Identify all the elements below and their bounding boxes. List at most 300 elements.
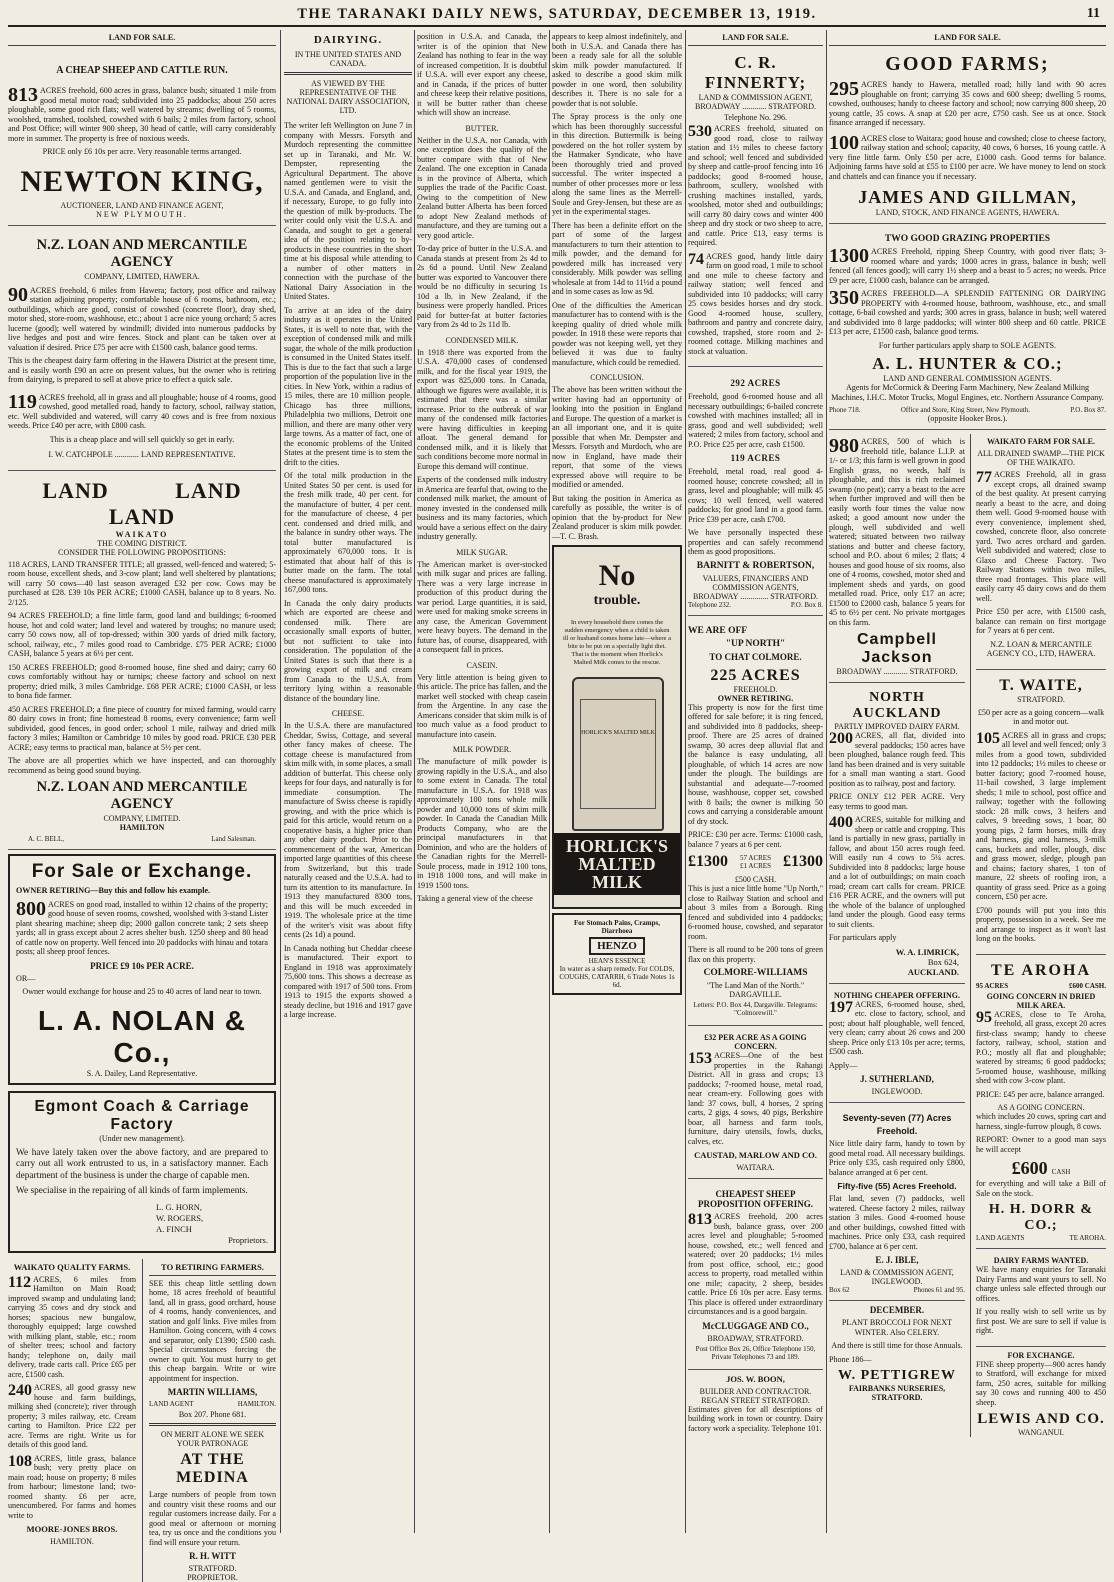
cash-required: £500 CASH.: [688, 875, 823, 884]
column-rule: [280, 30, 281, 1533]
acreage-number: 200: [829, 731, 853, 746]
ad-pettigrew: [829, 1305, 965, 1402]
medina-lead: ON MERIT ALONE WE SEEK YOUR PATRONAGE: [149, 1430, 276, 1448]
agent-name: J. SUTHERLAND,: [829, 1074, 965, 1084]
builder-title: BUILDER AND CONTRACTOR.: [688, 1387, 823, 1396]
agent-box: Box 624,: [829, 957, 965, 967]
ad-price: PRICE: £30 per acre. Terms: £1000 cash, balance 7 years at 6 per cent.: [688, 830, 823, 849]
article-paragraph: To-day price of butter in the U.S.A. and Canada stands at present from 2s 4d to 2s 6d a pound. Until New Zealand butter was exported to Vancouver there would be no difficulty in securing 1s 10d a lb. in New Zealand, if the business were properly handled. Prices paid for butter-fat at butter factories vary from 2s 4d to 2s 11d lb.: [417, 244, 547, 330]
ad-waikato-land: [8, 475, 276, 851]
column-1: [8, 32, 276, 1533]
ad-heading: CHEAPEST SHEEP PROPOSITION OFFERING.: [688, 1189, 823, 1209]
ad-text: There is all round to be 200 tons of green flax on this property.: [688, 945, 823, 964]
price-large: £600: [1012, 1158, 1048, 1178]
article-paragraph: There has been a definite effort on the part of some of the largest manufacturers to turn their attention to milk powder, and the demand for powdered milk has increased very considerably. Milk powder was selling wholesale at from 14d to 11½d a pound and in some cases as low as 9d.: [552, 221, 682, 297]
article-paragraph: The manufacture of milk powder is growing rapidly in the U.S.A., and also to some extent in Canada. The total manufacture in U.S.A. for 1918 was approximately 100 tons whole milk powder and 10,000 tons of skim milk powder. In Canada the Canadian Milk Products Company, who are the principal manufacturers in that Dominion, and who are the holders of the Canadian rights for the Merrell-Soule process, made in 1912 100 tons, in 1918 1000 tons, and will make in 1919 1500 tons.: [417, 757, 547, 890]
agent-town: WAITARA.: [688, 1163, 823, 1172]
acreage-number: 350: [829, 289, 859, 307]
ad-heading: TO RETIRING FARMERS.: [149, 1262, 276, 1276]
acreage-number: 813: [8, 86, 38, 104]
acreage-number: 295: [829, 80, 859, 98]
agent-name: BARNITT & ROBERTSON,: [688, 561, 823, 571]
article-subhead: CHEESE.: [284, 709, 412, 718]
ad-note: The above are all properties which we have inspected, and can thoroughly recommend as being good sound buying.: [8, 756, 276, 775]
ad-text: ACRES all in grass and crops; all level and well fenced; only 3 miles from a good town, subdivided into 12 paddocks; 1½ miles to cheese or butter factory; good 7-roomed house, 11-bail cowshed, 3 large implement sheds; 1 mile to school, post office and railway; together with the following stock: 28 milk cows, 3 heifers and calves, 9 breeding sows, 1 boar, 80 young pigs, 2 farm horses, milk dray and harness, gig and harness, 3-milk cans, buckets and roller, plough, disc and grass mower, sledge, plough pan and chains; factory shares, 1 ton of manure, 22 sheets of roofing iron, a quantity of grass seed. Price as a going concern, £50 per acre.: [976, 731, 1106, 902]
agent-contact: Post Office Box 26, Office Telephone 150, Private Telephones 73 and 189.: [688, 1345, 823, 1361]
agent-address: BROADWAY ............ STRATFORD.: [829, 667, 965, 676]
agency-subtitle: COMPANY, LIMITED.: [8, 814, 276, 823]
page-number: 11: [1087, 6, 1100, 22]
acreage-number: 530: [688, 124, 712, 139]
ad-text: We have personally inspected these properties and can safely recommend them as good propositions.: [688, 528, 823, 557]
property-listing: 94 ACRES FREEHOLD; a fine little farm, good land and buildings; 6-roomed house, hot and cold water; land level and watered by troughs; no manure used; carry 50 cows now, all of top-dressed; within 300 yards of dried milk factory, school, railway, etc., 7 miles good road to Cambridge. £75 PER ACRE; £1000 CASH, balance 5 years at 6½ per cent.: [8, 611, 276, 659]
article-paragraph: Very little attention is being given to this article. The price has fallen, and the market well stocked with cheap casein from the Argentine. In any case the Americans consider that skim milk is of too much value as a food product to manufacture into casein.: [417, 673, 547, 740]
agent-subtitle: LAND, STOCK, AND FINANCE AGENTS, HAWERA.: [829, 208, 1106, 217]
article-paragraph: Neither in the U.S.A. nor Canada, with one exception does the quality of the butter compare with that of New Zealand. The one exception in Canada is in the province of Alberta, which supplies the trade of the Pacific Coast. Owing to the competition of New Zealand butter Alberta has been forced to adopt New Zealand methods of manufacture, and they are turning out a very good article.: [417, 136, 547, 241]
article-paragraph: Of the total milk production in the United States 50 per cent. is used for the fresh milk trade, 40 per cent. for the manufacture of butter, 4 per cent. for the manufacture of cheese, 4 per cent. condensed and dried milk, and the balance in sundry other ways. The total butter manufactured is approximately 670,000 tons. It is estimated that about half of this is butter made on the farm. The total cheese manufactured is approximately 167,000 tons.: [284, 471, 412, 595]
ad-text: ACRES Freehold, ripping Sheep Country, with good river flats; 3-roomed whare and yards; 1000 acres in grass, balance in bush; well fenced (all fences good); will carry 1½ sheep and a beast to 5 acres; no weeds. Price £9 per acre, £1000 cash, balance can be arranged.: [829, 247, 1106, 285]
agency-subtitle: COMPANY, LIMITED, HAWERA.: [8, 272, 276, 281]
horlicks-headline-2: trouble.: [554, 593, 680, 609]
ad-text: ACRES, little grass, balance bush; very pretty place on main road; house on property; 8 miles from harbour; limestone land; two-roomed shanty. £6 per acre, unencumbered. For farms and homes write to: [8, 1454, 136, 1520]
ad-lead-2: "UP NORTH": [688, 639, 823, 649]
ad-price: Price £50 per acre, with £1500 cash, balance can remain on first mortgage for 7 years at 6 per cent.: [976, 607, 1106, 636]
ad-heading: GOOD FARMS;: [829, 53, 1106, 76]
ad-newton-king: [8, 50, 276, 226]
ad-text: Freehold, good 6-roomed house and all necessary outbuildings; 6-bailed concrete cowshed with machines installed; all in grass, good and well subdivided; well watered; 2 miles from factory, school and P.O. Price £25 per acre, cash £1500.: [688, 392, 823, 449]
ad-text: ACRES FREEHOLD—A SPLENDID FATTENING OR DAIRYING PROPERTY with 4-roomed house, bathroom, washhouse, etc., and small cottage, 6-bail cowshed and yards; 300 acres in grass, balance in bush; well watered and subdivided into 8 large paddocks; will winter 800 sheep and 60 cattle. PRICE £13 per acre, £1500 cash, balance good terms.: [829, 289, 1106, 336]
ad-for-sale-exchange: [8, 854, 276, 1085]
article-subhead: BUTTER.: [417, 124, 547, 133]
ad-lead: OWNER RETIRING—Buy this and follow his example.: [16, 886, 268, 896]
article-title: DAIRYING.: [284, 34, 412, 46]
henzo-logo: HENZO: [589, 937, 645, 955]
price-large: £1300: [688, 853, 728, 871]
agent-name: E. J. IBLE,: [829, 1255, 965, 1265]
ad-text: WE have many enquiries for Taranaki Dairy Farms and want yours to sell. No charge unless sale effected through our offices.: [976, 1265, 1106, 1303]
agent-name: A. L. HUNTER & CO.;: [829, 354, 1106, 374]
ad-note: This is a cheap place and will sell quickly so get in early.: [8, 435, 276, 445]
property-listing: 150 ACRES FREEHOLD; good 8-roomed house, fine shed and dairy; carry 60 cows comfortably without hay or turnips; cheese factory and school on next property; dried milk, 3 miles Cambridge. £68 PER ACRE; £1000 CASH, or less to bona fide farmer.: [8, 663, 276, 701]
acreage-number: 800: [16, 900, 46, 918]
article-paragraph: To arrive at an idea of the dairy industry as it operates in the United States, it is well to note that, with the exception of condensed milk and milk sugar, the whole of the milk production is consumed in the United States itself. This is due to the fact that such a large proportion of the population live in the cities. In New York, within a radius of 15 miles, there are 10 million people. Chicago has three millions, Philadelphia two millions, Detroit one million, and there are many other very large towns. As a matter of fact, one of the economic problems of the United States at the present time is to stem the drift to the cities.: [284, 306, 412, 468]
ad-text: ACRES good, handy little dairy farm on good road, 1 mile to school and one mile to cheese factory and railway station; well fenced and subdivided into 10 paddocks; will carry 25 cows besides horses and dry stock. Good 4-roomed house, scullery, bathroom and pantry and concrete dairy, cowshed, trapshed, store room and 2-roomed cottage. Milking machines and stock at valuation.: [688, 252, 823, 356]
ad-subtitle: ALL DRAINED SWAMP—THE PICK OF THE WAIKATO.: [976, 449, 1106, 467]
henzo-copy: In water as a sharp remedy. For COLDS, COUGHS, CATARRH, 6 Trade Notes 1s 6d.: [558, 965, 676, 989]
price-suffix: CASH: [1052, 1168, 1071, 1176]
ad-subtitle-2: AS A GOING CONCERN.: [976, 1103, 1106, 1112]
ad-boon: [688, 1374, 823, 1434]
ad-waikato-quality-farms: [8, 1259, 136, 1582]
masthead-rule: [8, 25, 1106, 27]
section-heading: LAND FOR SALE.: [8, 32, 276, 46]
ad-note: For particulars apply: [829, 933, 965, 943]
ad-finnerty: [688, 50, 823, 367]
builder-name: JOS. W. BOON,: [688, 1374, 823, 1384]
agent-town: STRATFORD.: [976, 695, 1106, 704]
listing-cash: £600 CASH.: [1069, 982, 1106, 990]
article-paragraph: In 1918 there was exported from the U.S.A. 470,000 cases of condensed milk, and for the fiscal year 1919, the export was 825,000 tons. In Canada, although we figures were available, it is estimated that there was a similar increase. Prior to the outbreak of war many of the condensed milk factories were having difficulties in keeping afloat. The general demand for condensed milk, and it is likely that such conditions become more normal in Europe this demand will continue.: [417, 348, 547, 472]
ad-heading: £32 PER ACRE AS A GOING CONCERN.: [688, 1033, 823, 1051]
agent-name: L. A. NOLAN & Co.,: [16, 1005, 268, 1069]
listing-heading: 292 ACRES: [688, 378, 823, 388]
builder-address: REGAN STREET STRATFORD.: [688, 1396, 823, 1405]
ad-limrick: [829, 687, 965, 984]
ad-dorr: [976, 959, 1106, 1250]
ad-text: ACRES—One of the best properties in the Rahangi District. All in grass and crops; 13 paddocks; 7-roomed house, metal road, near cream-ery. Following goes with land: 37 cows, bull, 4 horses, 2 spring carts, 2 gigs, 4 sows, 40 pigs, Berkshire boar, all harness and farm tools, furniture, dairy utensils, fowls, ducks, calves, etc.: [688, 1051, 823, 1146]
acreage-number: 105: [976, 731, 1000, 746]
ad-heading: WAIKATO QUALITY FARMS.: [8, 1262, 136, 1272]
ad-text: Freehold, metal road, real good 4-roomed house; concrete cowshed; all in grass, level and ploughable; will milk 45 cows; 10 well fenced, well watered paddocks; for good land in a good farm. Price £39 per acre, cash £700.: [688, 467, 823, 524]
ad-note: Apply—: [829, 1061, 965, 1071]
acreage-number: 74: [688, 252, 704, 267]
ad-exchange-note: Owner would exchange for house and 25 to 40 acres of land near to town.: [16, 987, 268, 997]
agent-name: Campbell Jackson: [829, 631, 965, 667]
ad-text: ACRES, 6 miles from Hamilton on Main Road; improved swamp and undulating land; carrying 35 cows and dry stock and horses; spacious new bungalow, thoroughly equipped; large cowshed with milking plant, stable, etc.; room of shelter trees; school and factory handy; telephone on, daily mail delivery, trade carts call. Price £65 per acre, £1500 cash.: [8, 1275, 136, 1379]
ad-or: OR—: [16, 974, 268, 984]
col6-right: [976, 434, 1106, 1437]
article-subhead: MILK POWDER.: [417, 745, 547, 754]
listing-heading: Seventy-seven (77) Acres: [829, 1113, 965, 1123]
ad-text: ACRES, close to Te Aroha, freehold, all grass, except 20 acres first-class swamp; handy to cheese factory, railway, school, station and P.O.; mostly all flat and ploughable; watered by streams; 6 good paddocks; 5-roomed house, washhouse, milking shed with cow 3-cow plant.: [976, 1010, 1106, 1086]
agent-town: TE AROHA.: [1069, 1234, 1106, 1242]
ad-mccluggage: [688, 1183, 823, 1370]
acreage-number: 95: [976, 1010, 992, 1025]
ad-lewis: [976, 1351, 1106, 1438]
acreage-number: 400: [829, 815, 853, 830]
listing-acres-2: £1 ACRES: [740, 862, 771, 870]
salesman-name: A. C. BELL,: [28, 835, 64, 843]
article-paragraph: position in U.S.A. and Canada, the writer is of the opinion that New Zealand has nothing to fear in the way of increased competition. It is doubtful if U.S.A. will ever export any cheese, and in Canada, if the prices of butter and cheese keep their relative positions, it will be butter rather than cheese which will show an increase.: [417, 32, 547, 118]
agent-name: T. WAITE,: [976, 677, 1106, 695]
article-paragraph: One of the difficulties the American manufacturer has to contend with is the keeping quality of dried whole milk powder. In 1918 these were reports that powder was not keeping well, yet they believed it was due to faulty manufacture, which could be remedied.: [552, 301, 682, 368]
article-paragraph: But taking the position in America as carefully as possible, the writer is of opinion that the by-product for New Zealand producer is skim milk powder.—T. C. Brash.: [552, 494, 682, 542]
listing-note: OWNER RETIRING.: [688, 694, 823, 703]
agent-name: NEWTON KING,: [8, 165, 276, 199]
horlicks-headline: No: [554, 561, 680, 591]
agent-contact: Letters: P.O. Box 44, Dargaville. Telegrams: "Colmorewill.": [688, 1001, 823, 1017]
agent-name: COLMORE-WILLIAMS: [688, 968, 823, 978]
agent-town: DARGAVILLE.: [688, 990, 823, 999]
ad-text: ACRES handy to Hawera, metalled road; hilly land with 90 acres ploughable on front; carrying 35 cows and 600 sheep; dwelling 5 rooms, cowshed, outhouses; handy to cheese factory and school; now carrying 800 sheep, 20 young cattle, 35 cows. A snap at £20 per acre, £750 cash. See us at once. Stock finance arranged if necessary.: [829, 80, 1106, 127]
district-tagline: THE COMING DISTRICT.: [8, 539, 276, 548]
proprietor-name: L. G. HORN,: [156, 1202, 268, 1213]
ad-text: ACRES, suitable for milking and sheep or cattle and cropping. This land is partially in new grass, partially in fallow, and about 150 acres rough feed. Will easily run 4 cows to 5¼ acres. Subdivided into 8 paddocks; large house and a lot of outbuildings; on main coach road; cream cart calls for cream. PRICE £16 PER ACRE, and the owners will put the whole of the balance of unploughed land under the plough. Good easy terms to suit clients.: [829, 815, 965, 929]
ad-subtitle: PARTLY IMPROVED DAIRY FARM.: [829, 722, 965, 731]
ad-note: For further particulars apply sharp to SOLE AGENTS.: [829, 341, 1106, 351]
listing-acres: 57 ACRES: [740, 854, 771, 862]
ad-lead: WE ARE OFF: [688, 626, 823, 636]
agent-name: N.Z. LOAN & MERCANTILE AGENCY CO., LTD, HAWERA.: [976, 640, 1106, 659]
horlicks-copy: In every household there comes the sudden emergency when a child is taken ill or husband comes home late—where a bite to be put on a specially light diet. That is the moment when Horlick's Malted Milk comes to the rescue.: [562, 619, 672, 667]
article-subhead: CONDENSED MILK.: [417, 336, 547, 345]
ad-subtitle: GOING CONCERN IN DRIED MILK AREA.: [976, 992, 1106, 1010]
ad-text: £700 pounds will put you into this property, possession in a week. See me and arrange to inspect as it won't last long on the books.: [976, 906, 1106, 944]
ad-text: ACRES, all flat, divided into several paddocks; 150 acres have been ploughed, balance rough feed. This land has been drained and is very suitable for a small man wanting a start. Good position as to railway, post and factory.: [829, 731, 965, 788]
agent-name: W. A. LIMRICK,: [829, 947, 965, 957]
listing-heading: Fifty-five (55) Acres Freehold.: [829, 1181, 965, 1191]
ad-heading: NORTH AUCKLAND: [829, 690, 965, 722]
acreage-number: 90: [8, 286, 28, 304]
agent-location-note: (opposite Hooker Bros.).: [829, 414, 1106, 423]
article-paragraph: Experts of the condensed milk industry in America are fearful that, owing to the condensed milk market, the amount of money invested in the condensed milk business and its many factories, which would have a serious effect on the dairy industry generally.: [417, 475, 547, 542]
ad-text: FINE sheep property—900 acres handy to Stratford, will exchange for mixed farm, 250 acres, suitable for milking say 30 cows and running 400 to 450 sheep.: [976, 1360, 1106, 1408]
proprietors-label: Proprietors.: [156, 1235, 268, 1246]
ad-hunter: [829, 228, 1106, 430]
ad-heading: FOR EXCHANGE.: [976, 1351, 1106, 1360]
agent-box: P.O. Box 8.: [791, 601, 823, 609]
article-paragraph: The American market is over-stocked with milk sugar and prices are falling. There was a very large increase in production of this product during the war period. Large quantities, it is said, were used for making smoke screens in any case, the American Government were heavy buyers. The demand in the future has, of course, disappeared, with a consequent fall in prices.: [417, 560, 547, 655]
agent-subtitle: LAND AND GENERAL COMMISSION AGENTS.: [829, 374, 1106, 383]
horlicks-advert: [552, 545, 682, 909]
ad-text: ACRES, 6-roomed house, shed, etc. close to factory, school, and post; about half ploughable, well fenced, very clean; carry about 26 cows and 200 sheep. Price only £13 10s per acre; terms, £500 cash.: [829, 1000, 965, 1057]
ad-heading: TWO GOOD GRAZING PROPERTIES: [829, 234, 1106, 244]
agent-name: McCLUGGAGE AND CO.,: [688, 1321, 823, 1331]
article-paragraph: Taking a general view of the cheese: [417, 894, 547, 904]
ad-text: If you really wish to sell write us by first post. We are sure to sell if value is right.: [976, 1307, 1106, 1336]
property-listing: 450 ACRES FREEHOLD; a fine piece of country for mixed farming, would carry 80 dairy cows in front; fine homestead 8 rooms, every convenience; farm well subdivided, good fences, in good order; school 1 mile, railway and dried milk factory 3 miles; Hamilton or Cambridge 10 miles by good road. PRICE £30 PER ACRE; easy terms to practical man, balance at 5½ per cent.: [8, 705, 276, 753]
agent-name: MARTIN WILLIAMS,: [149, 1387, 276, 1397]
ad-text: And there is still time for those Annuals.: [829, 1341, 965, 1351]
henzo-advert: [552, 913, 682, 995]
henzo-headline: For Stomach Pains, Cramps, Diarrhoea: [558, 919, 676, 935]
acreage-number: 100: [829, 134, 859, 152]
agent-subtitle: LAND & COMMISSION AGENT, INGLEWOOD.: [829, 1268, 965, 1286]
price-large: £1300: [783, 853, 823, 871]
agency-name: N.Z. LOAN AND MERCANTILE AGENCY: [8, 779, 276, 813]
horlicks-brand: HORLICK'S MALTED MILK: [554, 833, 680, 895]
agent-name: H. H. DORR & CO.;: [976, 1202, 1106, 1234]
acreage-number: 1300: [829, 247, 869, 265]
ad-colmore-williams: [688, 620, 823, 1027]
ad-ible: [829, 1107, 965, 1301]
agent-town: WANGANUI.: [976, 1428, 1106, 1437]
ad-text: ACRES freehold, 200 acres bush, balance grass, over 200 acres level and ploughable; 5-roomed house, cowshed, etc.; well fenced and watered; over 20 paddocks; 1½ miles from post office, school, etc.; good access to property, road metalled within one mile; capacity, 2 sheep, besides cattle. Price £6 10s per acre. Easy terms. This place is offered under extraordinary circumstances and is a good bargain.: [688, 1212, 823, 1316]
article-paragraph: In Canada the only dairy products which are exported are cheese and condensed milk. There are occasionally small exports of butter, but not sufficient to take into consideration. The population of the United States is such that there is a growing export of milk and cream from Canada to the U.S.A. from territory lying within a reasonable distance of the boundary line.: [284, 599, 412, 704]
ad-text: ACRES, 500 of which is freehold title, balance L.I.P. at 1/- or 1/3; this farm is well grown in good English grass, no weeds, half is ploughable, and this is rich reclaimed swamp (no peat); carry a beast to the acre when further improved and will then be easily worth four times the value now asked; a good amount now under the plough, well subdivided and well watered; situated between two railway stations and butter and cheese factory, school and P.O. about 6 miles; 2 flats; 4 houses and good house of six rooms, also one of 4 rooms, cowshed, motor shed and implement sheds and yards, on good metalled road. Price, only £17 an acre; £1500 to £2000 cash, balance 5 years for 45 to 6½ per cent. No private mortgages on this farm.: [829, 437, 965, 627]
agent-address: BROADWAY ............ STRATFORD.: [688, 102, 823, 111]
acreage-number: 108: [8, 1454, 32, 1469]
malted-milk-jar-icon: [572, 677, 664, 831]
article-paragraph: appears to keep almost indefinitely, and both in U.S.A. and Canada there has been a ready sale for all the soluble skim milk powder manufactured. If asked to describe a good skim milk powder in one word, then solubility describes it. There is no sale for a powder that is not soluble.: [552, 32, 682, 108]
agent-town: AUCKLAND.: [829, 967, 965, 977]
agent-name: C. R. FINNERTY;: [688, 53, 823, 93]
masthead: [0, 0, 1114, 30]
henzo-subtitle: HEAN'S ESSENCE: [558, 957, 676, 965]
ad-text: We specialise in the repairing of all kinds of farm implements.: [16, 1186, 268, 1198]
ad-text: SEE this cheap little settling down home, 18 acres freehold of beautiful land, all in grass, good orchard, house of 4 rooms, handy conveniences, and station and golf links. Five miles from Hamilton. Going concern, with 4 cows and separator, only £1390; £500 cash. Special circumstances forcing the owner to quit. You must hurry to get this cheap bargain. Write or wire appointment for inspection.: [149, 1279, 276, 1384]
column-4: [552, 32, 682, 1533]
ad-text: ACRES on good road, installed to within 12 chains of the property; good house of seven rooms, cowshed, woolshed with 3-stand Lister plant shearing machine; sheep dip; 2000 gallon concrete tank; 2 sets sheep yards; all in grass except about 2 acres shelter bush. 1250 sheep and 80 head of cattle now on property. Well fenced into 20 paddocks with hinau and totara posts; all sheep proof fences.: [16, 900, 268, 957]
article-byline: AS VIEWED BY THE REPRESENTATIVE OF THE NATIONAL DAIRY ASSOCIATION, LTD.: [284, 79, 412, 115]
agent-telephone: Telephone No. 296.: [688, 113, 823, 122]
ad-text: We have lately taken over the above factory, and are prepared to carry out all work entrusted to us, in a satisfactory manner. Each department of the business is under the charge of capable men.: [16, 1148, 268, 1183]
column-rule: [685, 30, 686, 1533]
nursery-town: STRATFORD.: [829, 1393, 965, 1402]
agent-name: LEWIS AND CO.: [976, 1411, 1106, 1428]
agent-box: P.O. Box 87.: [1070, 406, 1106, 414]
ad-nz-loan-hawera: [8, 230, 276, 471]
ad-egmont-coach: [8, 1091, 276, 1253]
ad-lead: £50 per acre as a going concern—walk in and motor out.: [976, 708, 1106, 727]
ad-text: which includes 20 cows, spring cart and harness, single-furrow plough, 8 cows.: [976, 1112, 1106, 1131]
agent-subtitle: LAND & COMMISSION AGENT,: [688, 93, 823, 102]
ad-heading: NOTHING CHEAPER OFFERING.: [829, 991, 965, 1000]
agent-telephone: Telephone 232.: [688, 601, 731, 609]
newspaper-title: THE TARANAKI DAILY NEWS, SATURDAY, DECEMBER 13, 1919.: [0, 6, 1114, 23]
ad-text: ACRES, all good grassy new house and farm buildings, milking shed (concrete); river through property; 3 miles railway, etc. Cream carting to Hamilton. Price £22 per acre. Terms are right. Write us for details of this good land.: [8, 1383, 136, 1449]
ad-text: Nice little dairy farm, handy to town by good metal road. All necessary buildings. Price only £35, cash required only £800, balance arranged at 6 per cent.: [829, 1139, 965, 1177]
agent-phone: Phones 61 and 95.: [914, 1286, 965, 1294]
jar-label: HORLICK'S MALTED MILK: [580, 699, 656, 809]
article-paragraph: The Spray process is the only one which has been thoroughly successful in this direction. Buttermilk is being powdered on the hot roller system by the Hatmaker Syndicate, who have been thoroughly tried and proved successful. The writer inspected a number of other processes more or less along the same lines as the Merrell-Soule and Grey-Jensen, but these are as yet in the experimental stages.: [552, 112, 682, 217]
agent-title: LAND AGENT: [149, 1400, 194, 1408]
ad-retiring-farmers: [149, 1259, 276, 1582]
ad-heading: DAIRY FARMS WANTED.: [976, 1256, 1106, 1265]
agent-name: CAUSTAD, MARLOW AND CO.: [688, 1150, 823, 1160]
column-3: [417, 32, 547, 1533]
ad-price: PRICE £9 10s PER ACRE.: [16, 961, 268, 971]
proprietor-name: W. ROGERS,: [156, 1213, 268, 1224]
salesman-title: Land Salesman.: [211, 835, 256, 843]
property-listing: 118 ACRES, LAND TRANSFER TITLE; all grassed, well-fenced and watered; 5-room house, excellent sheds, and 3-cow plant; land well sheltered by plantations; will carry 50 cows—40 last season averaged £32 per cow. Cows may be purchased at £28. £39 10s PER ACRE; £1000 CASH, balance up to 8 years. No. 2/125.: [8, 560, 276, 608]
ad-text: This property is now for the first time offered for sale before; it is ring fenced, and subdivided into 8 paddocks, sheep-proof. There are 25 acres of drained swamp, 30 acres deep alluvial flat and the balance is easy undulating, all ploughable, of which 14 acres are now under the plough. The buildings are substantial and adequate—7-roomed house, washhouse, copper set, cowshed with 8 bails; the owner is milking 50 cows and carrying a considerable amount of dry stock.: [688, 703, 823, 827]
ad-text: Large numbers of people from town and country visit these rooms and our regular customers increase daily. For a good meal or afternoon or morning tea, try us once and the conditions you find will ensure your return.: [149, 1490, 276, 1547]
article-paragraph: In Canada nothing but Cheddar cheese is manufactured. Their export to England in 1918 was approximately 75,600 tons. This shows a decrease as compared with 1917 of 500 tons. From 1913 to 1915 the exports showed a steady decline, but 1916 and 1917 gave a large increase.: [284, 944, 412, 1020]
ad-phone: Phone 186—: [829, 1355, 965, 1365]
agent-subtitle: AUCTIONEER, LAND AND FINANCE AGENT,: [8, 201, 276, 210]
agent-title: LAND AGENTS: [976, 1234, 1024, 1242]
medina-heading: AT THE MEDINA: [149, 1451, 276, 1487]
ad-text: ACRES close to Waitara; good house and cowshed; close to cheese factory, railway station and school; capacity, 40 cows, 6 horses, 16 young cattle. A very fine little farm. Only £50 per acre, £1000 cash. Good terms for balance. Adjoining farms have sold at £55 to £100 per acre. We have money to lend on stock and chattels and can finance you if necessary.: [829, 134, 1106, 181]
article-paragraph: The writer left Wellington on June 7 in company with Messrs. Forsyth and Murdoch representing the committee set up in Taranaki, and Mr. W. Dempster, representing the Agricultural Department. The above named gentlemen were to visit the U.S.A. and Canada, and England, and, if necessary, Europe, to go fully into the question of milk by-products. The writer could only visit the U.S.A. and Canada, and sought to get a general idea of the position relating to by-products in these countries in the short time at his disposal while attending to a number of other matters in connection with the purchase of the National Dairy Association in the United States.: [284, 121, 412, 302]
district-name: WAIKATO: [8, 530, 276, 539]
ad-heading: For Sale or Exchange.: [16, 861, 268, 883]
acreage-number: 119: [8, 393, 37, 411]
acreage-number: 813: [688, 1212, 712, 1227]
ad-text: ACRES freehold, 600 acres in grass, balance bush; situated 1 mile from good metal motor road; subdivided into 25 paddocks; about 250 acres ploughable, some good rich flats; well watered by streams; dwelling of 5 rooms, woolshed, tramshed, toolshed, cowshed with 6 bails; 2 miles from factory, school and Post Office; will winter 900 sheep, 30 head of cattle, will carry considerably more in summer. The property is free of noxious weeds.: [8, 86, 276, 143]
ad-caustad-marlow: [688, 1030, 823, 1179]
acreage-number: 153: [688, 1051, 712, 1066]
ad-text: ACRES freehold, all in grass and all ploughable; house of 4 rooms, good cowshed, good metalled road, handy to factory, school, railway station, etc. Well subdivided and watered, will carry 40 cows and is free from noxious weeds. Price £40 per acre, with £800 cash.: [8, 393, 276, 431]
agent-contact: Box 207. Phone 681.: [149, 1410, 276, 1419]
agent-town: NEW PLYMOUTH.: [8, 210, 276, 219]
ad-text: Estimates given for all descriptions of building work in town or country. Dairy factory work a speciality. Telephone 101.: [688, 1405, 823, 1434]
ad-dairy-wanted: [976, 1253, 1106, 1347]
proprietor-name: A. FINCH: [156, 1224, 268, 1235]
column-6: [829, 32, 1106, 1533]
agent-town: HAMILTON.: [8, 1537, 136, 1546]
propositions-heading: CONSIDER THE FOLLOWING PROPOSITIONS:: [8, 548, 276, 557]
listing-acres: 95 ACRES: [976, 982, 1008, 990]
article-subhead: CASEIN.: [417, 661, 547, 670]
agent-address: BROADWAY .............. STRATFORD.: [688, 592, 823, 601]
agent-name: JAMES AND GILLMAN,: [829, 187, 1106, 208]
acreage-number: 77: [976, 470, 992, 485]
listing-tenure: FREEHOLD.: [688, 685, 823, 694]
proprietor-name: R. H. WITT: [149, 1551, 276, 1561]
ad-sutherland: [829, 988, 965, 1104]
acreage-number: 240: [8, 1383, 32, 1398]
ad-campbell-jackson: [829, 434, 965, 683]
ad-heading: Egmont Coach & Carriage Factory: [16, 1098, 268, 1134]
listing-heading: 225 ACRES: [688, 667, 823, 685]
ad-text: ACRES freehold, 6 miles from Hawera; factory, post office and railway station adjoining property; comfortable house of 6 rooms, bathroom, etc.; outbuildings, which are good, consist of cowshed (concrete floor), dray shed, motor shed, store-room, washhouse, etc.; about 1 acre nice young orchard; 5 acres lucerne (good); well watered by windmill; divided into numerous paddocks by live hedges and post and wire fences. Stock and plant can be taken over at valuation if desired. Price £75 per acre with £1500 cash, balance good terms.: [8, 286, 276, 352]
column-rule: [549, 30, 550, 1533]
article-subhead: MILK SUGAR.: [417, 548, 547, 557]
article-subtitle: IN THE UNITED STATES AND CANADA.: [284, 50, 412, 68]
acreage-number: 112: [8, 1275, 31, 1290]
section-heading: LAND FOR SALE.: [688, 32, 823, 46]
ad-signature: I. W. CATCHPOLE ............ LAND REPRESENTATIVE.: [8, 450, 276, 460]
ad-text: ACRES Freehold, all in grass except crops, all drained swamp of the best quality. At present carrying nearly a beast to the acre, and doing them well. Good 9-roomed house with every convenience, implement shed, cowshed, concrete floor, also concrete yard. Two acres orchard and garden. Well subdivided and watered; close to Glaxo and Cheese Factory. Two Railway Stations within two miles, three road frontages. This place will easily carry 45 dairy cows and do them well.: [976, 470, 1106, 603]
ad-subtitle: (Under new management).: [16, 1134, 268, 1143]
article-paragraph: In the U.S.A. there are manufactured Cheddar, Swiss, Cottage, and several other fancy makes of cheese. The cottage cheese is manufactured from skim milk with, in some places, a small addition of butterfat. This cheese only keeps for four days, and naturally is for immediate consumption. The manufacture of Swiss cheese is rapidly growing, and with the price which is paid for this article, would return on a cooperative basis, a higher price than any other dairy product. Prior to the commencement of the war, American imported large quantities of this cheese from Switzerland, but this trade naturally ceased and the U.S.A. had to turn its attention to its manufacture. In 1913 they manufactured 8300 tons, and this will be much exceeded in 1919. The wholesale price at the time of the writer's visit was about fifty cents (2s 1d) a pound.: [284, 721, 412, 940]
ad-heading: WAIKATO FARM FOR SALE.: [976, 437, 1106, 446]
proprietor-town: STRATFORD.: [149, 1564, 276, 1573]
ad-james-gillman: [829, 50, 1106, 224]
agency-name: N.Z. LOAN AND MERCANTILE AGENCY: [8, 237, 276, 271]
agent-office: Office and Store, King Street, New Plymouth.: [901, 406, 1030, 414]
ad-heading: DECEMBER.: [829, 1305, 965, 1315]
agent-box: Box 62: [829, 1286, 849, 1294]
column-5: [688, 32, 823, 1533]
land-heading: LAND LAND LAND: [8, 478, 276, 530]
agent-phone: Phone 718.: [829, 406, 861, 414]
article-paragraph: The above has been written without the writer having had an opportunity of looking into the position in England and Europe. The question of a market is an all important one, and it is quite possible that when Mr. Dempster and Messrs. Forsyth and Murdoch, who are now in England, have made their report, that some of the views expressed above will require to be modified or amended.: [552, 385, 682, 490]
ad-waikato-farm: [976, 434, 1106, 670]
agency-town: HAMILTON: [8, 823, 276, 832]
agent-town: INGLEWOOD.: [829, 1087, 965, 1096]
nursery-name: W. PETTIGREW: [829, 1368, 965, 1384]
proprietor-label: PROPRIETOR.: [149, 1573, 276, 1582]
agent-town: HAMILTON.: [238, 1400, 276, 1408]
nursery-subtitle: FAIRBANKS NURSERIES,: [829, 1384, 965, 1393]
section-heading: LAND FOR SALE.: [829, 32, 1106, 46]
ad-text: Flat land, seven (7) paddocks, well watered. Cheese factory 2 miles, railway station 3 miles. Good 4-roomed house and other buildings, cowshed fitted with machines. Price only £33, cash required £700, balance at 6 per cent.: [829, 1194, 965, 1251]
agent-representative: S. A. Dailey, Land Representative.: [16, 1069, 268, 1078]
ad-heading: A CHEAP SHEEP AND CATTLE RUN.: [8, 65, 276, 76]
ad-price: PRICE: £45 per acre, balance arranged.: [976, 1090, 1106, 1100]
column-rule: [414, 30, 415, 1533]
acreage-number: 197: [829, 1000, 853, 1015]
ad-lead-3: TO CHAT COLMORE.: [688, 652, 823, 662]
ad-heading: TE AROHA: [976, 962, 1106, 980]
col6-left: [829, 434, 965, 1437]
ad-text: REPORT: Owner to a good man says he will accept: [976, 1135, 1106, 1154]
agent-tagline: "The Land Man of the North.": [688, 981, 823, 990]
ad-text: PLANT BROCCOLI FOR NEXT WINTER. Also CELERY.: [829, 1318, 965, 1337]
column-rule: [826, 30, 827, 1533]
ad-note: This is the cheapest dairy farm offering in the Hawera District at the present time, and is easily worth £90 an acre on present values, but the owner who is retiring from dairying, is prepared to sell at above price to effect a quick sale.: [8, 356, 276, 385]
ad-price: PRICE ONLY £12 PER ACRE. Very easy terms to good man.: [829, 792, 965, 811]
acreage-number: 980: [829, 437, 859, 455]
ad-barnitt: [688, 371, 823, 616]
ad-text: This is just a nice little home "Up North," close to Railway Station and school and about 3 miles from a Borough. Ring fenced and subdivided into 4 paddocks; 6-roomed house, cowshed, and separator room.: [688, 884, 823, 941]
ad-text: for everything and will take a Bill of Sale on the stock.: [976, 1179, 1106, 1198]
article-subhead: CONCLUSION.: [552, 373, 682, 382]
ad-text: ACRES freehold, situated on good road, close to railway station and 1½ miles to cheese factory and school; well fenced and subdivided by sheep and cattle-proof fencing into 16 paddocks; good 8-roomed house, bathroom, scullery, woolshed with crushing machines installed, yards, woolshed, motor shed and outbuildings; will carry 80 dairy cows and winter 400 sheep and dry stock or two sheep to acre, and cattle. Price £13, easy terms is required.: [688, 124, 823, 247]
ad-waite: [976, 674, 1106, 955]
listing-tenure: Freehold.: [829, 1126, 965, 1136]
ad-price: PRICE only £6 10s per acre. Very reasonable terms arranged.: [8, 147, 276, 157]
listing-heading: 119 ACRES: [688, 453, 823, 463]
agent-address: BROADWAY, STRATFORD.: [688, 1334, 823, 1343]
agent-subtitle: VALUERS, FINANCIERS AND COMMISSION AGENTS,: [688, 574, 823, 592]
agent-name: MOORE-JONES BROS.: [8, 1524, 136, 1534]
agent-description: Agents for McCormick & Deering Farm Machinery, New Zealand Milking Machines, I.H.C. Motor Trucks, Mogul Engines, etc. Northern Assurance Company.: [829, 383, 1106, 402]
column-2: [284, 32, 412, 1533]
